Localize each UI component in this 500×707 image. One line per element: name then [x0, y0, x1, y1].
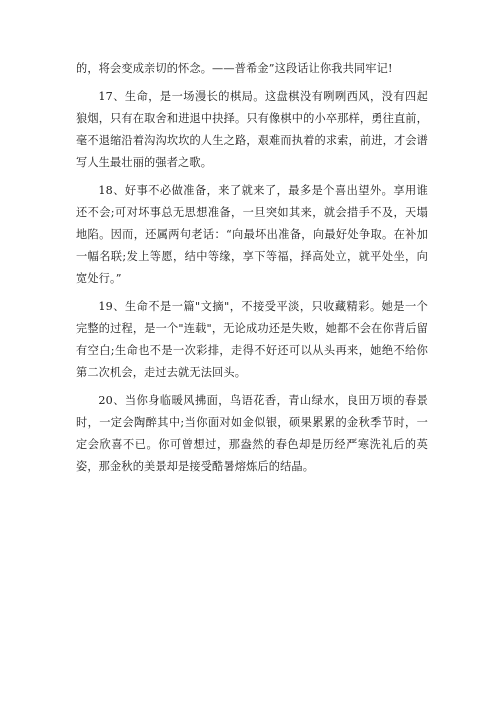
- paragraph-continuation: 的，将会变成亲切的怀念。——普希金”这段话让你我共同牢记!: [76, 62, 393, 75]
- paragraph-19: 19、生命不是一篇"文摘"，不接受平淡，只收藏精彩。她是一个完整的过程，是一个"连载"，无论成功还是失败，她都不会在你背后留有空白;生命也不是一次彩排，走得不好还可以从头再来，她绝不给你第二次机会，走过去就无法回头。: [76, 300, 428, 379]
- paragraph-17: 17、生命，是一场漫长的棋局。这盘棋没有咧咧西风，没有四起狼烟，只有在取舍和进退中抉择。只有像棋中的小卒那样，勇往直前，毫不退缩沿着沟沟坎坎的人生之路，艰难而执着的求索，前进，才会谱写人生最壮丽的强者之歌。: [76, 90, 428, 169]
- document-body: [76, 58, 428, 484]
- paragraph-20: 20、当你身临暖风拂面，鸟语花香，青山绿水，良田万顷的春景时，一定会陶醉其中;当你面对如金似银，硕果累累的金秋季节时，一定会欣喜不已。你可曾想过，那盎然的春色却是历经严寒洗礼后的英姿，那金秋的美景却是接受酷暑熔炼后的结晶。: [76, 394, 428, 473]
- paragraph-18: 18、好事不必做准备，来了就来了，最多是个喜出望外。享用谁还不会;可对坏事总无思想准备，一旦突如其来，就会措手不及，天塌地陷。因而，还属两句老话：“向最坏出准备，向最好处争取。在补加一幅名联;发上等愿，结中等缘，享下等福，择高处立，就平处坐，向宽处行。”: [76, 184, 428, 285]
